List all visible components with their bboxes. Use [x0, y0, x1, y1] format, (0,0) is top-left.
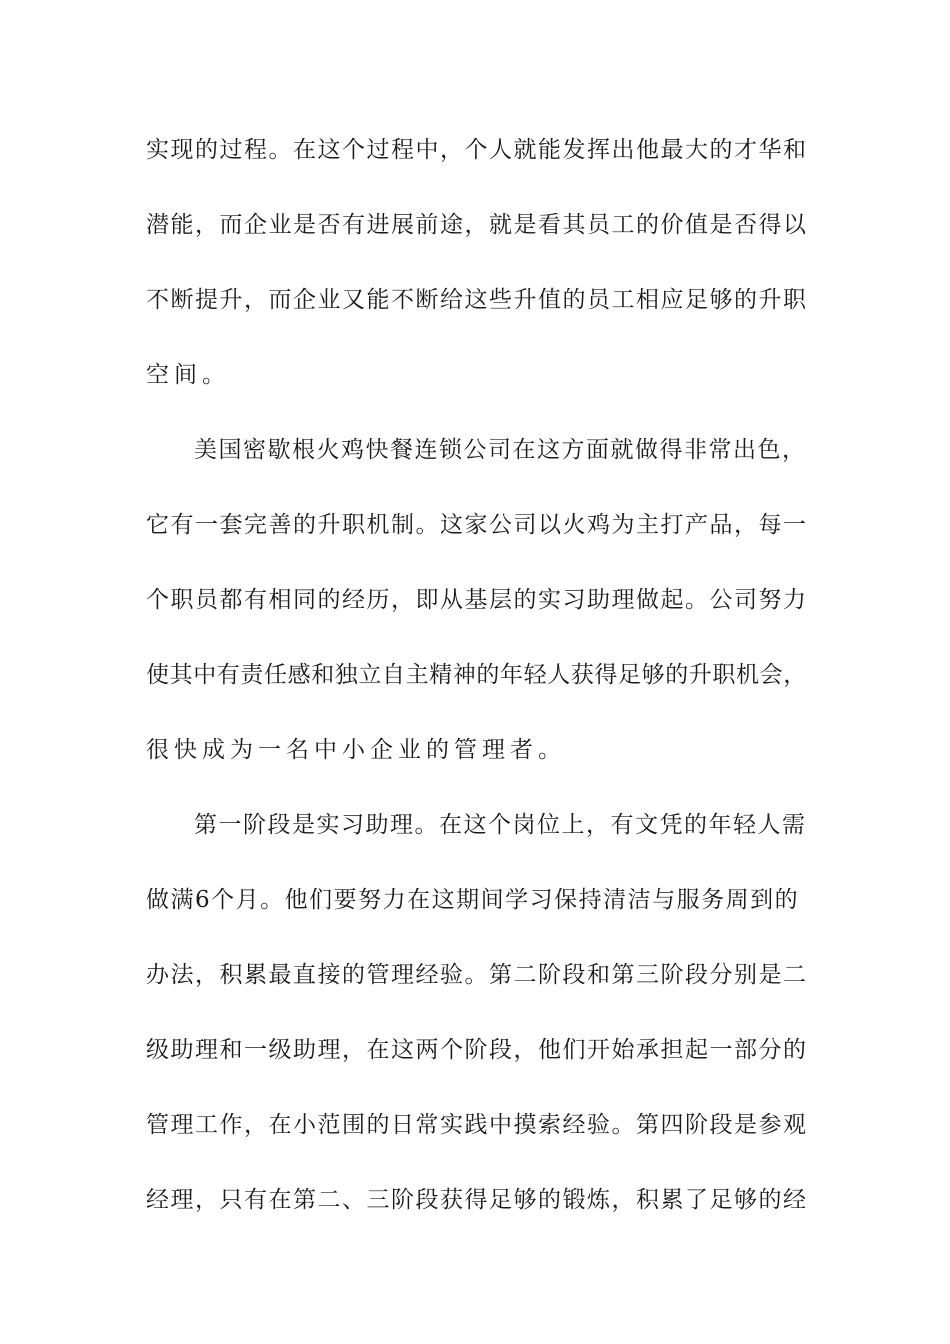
- paragraph-line: 使其中有责任感和独立自主精神的年轻人获得足够的升职机会，: [146, 662, 807, 688]
- paragraph-line: 潜能，而企业是否有进展前途，就是看其员工的价值是否得以: [146, 212, 808, 238]
- paragraph-line: 不断提升，而企业又能不断给这些升值的员工相应足够的升职: [146, 287, 808, 313]
- paragraph-line: 经理，只有在第二、三阶段获得足够的锻炼，积累了足够的经: [146, 1187, 808, 1213]
- paragraph-line: 很快成为一名中小企业的管理者。: [146, 737, 566, 763]
- paragraph-line: 级助理和一级助理，在这两个阶段，他们开始承担起一部分的: [146, 1037, 808, 1063]
- paragraph-line: 个职员都有相同的经历，即从基层的实习助理做起。公司努力: [146, 587, 808, 613]
- paragraph-line: 办法，积累最直接的管理经验。第二阶段和第三阶段分别是二: [146, 962, 808, 988]
- paragraph-first-line: 第一阶段是实习助理。在这个岗位上，有文凭的年轻人需: [194, 812, 807, 838]
- paragraph-line: 空间。: [146, 362, 230, 388]
- paragraph-first-line: 美国密歇根火鸡快餐连锁公司在这方面就做得非常出色，: [194, 437, 807, 463]
- paragraph-line: 做满6个月。他们要努力在这期间学习保持清洁与服务周到的: [146, 887, 800, 913]
- paragraph-line: 管理工作，在小范围的日常实践中摸索经验。第四阶段是参观: [146, 1112, 808, 1138]
- paragraph-line: 它有一套完善的升职机制。这家公司以火鸡为主打产品，每一: [146, 512, 808, 538]
- paragraph-line: 实现的过程。在这个过程中，个人就能发挥出他最大的才华和: [146, 137, 808, 163]
